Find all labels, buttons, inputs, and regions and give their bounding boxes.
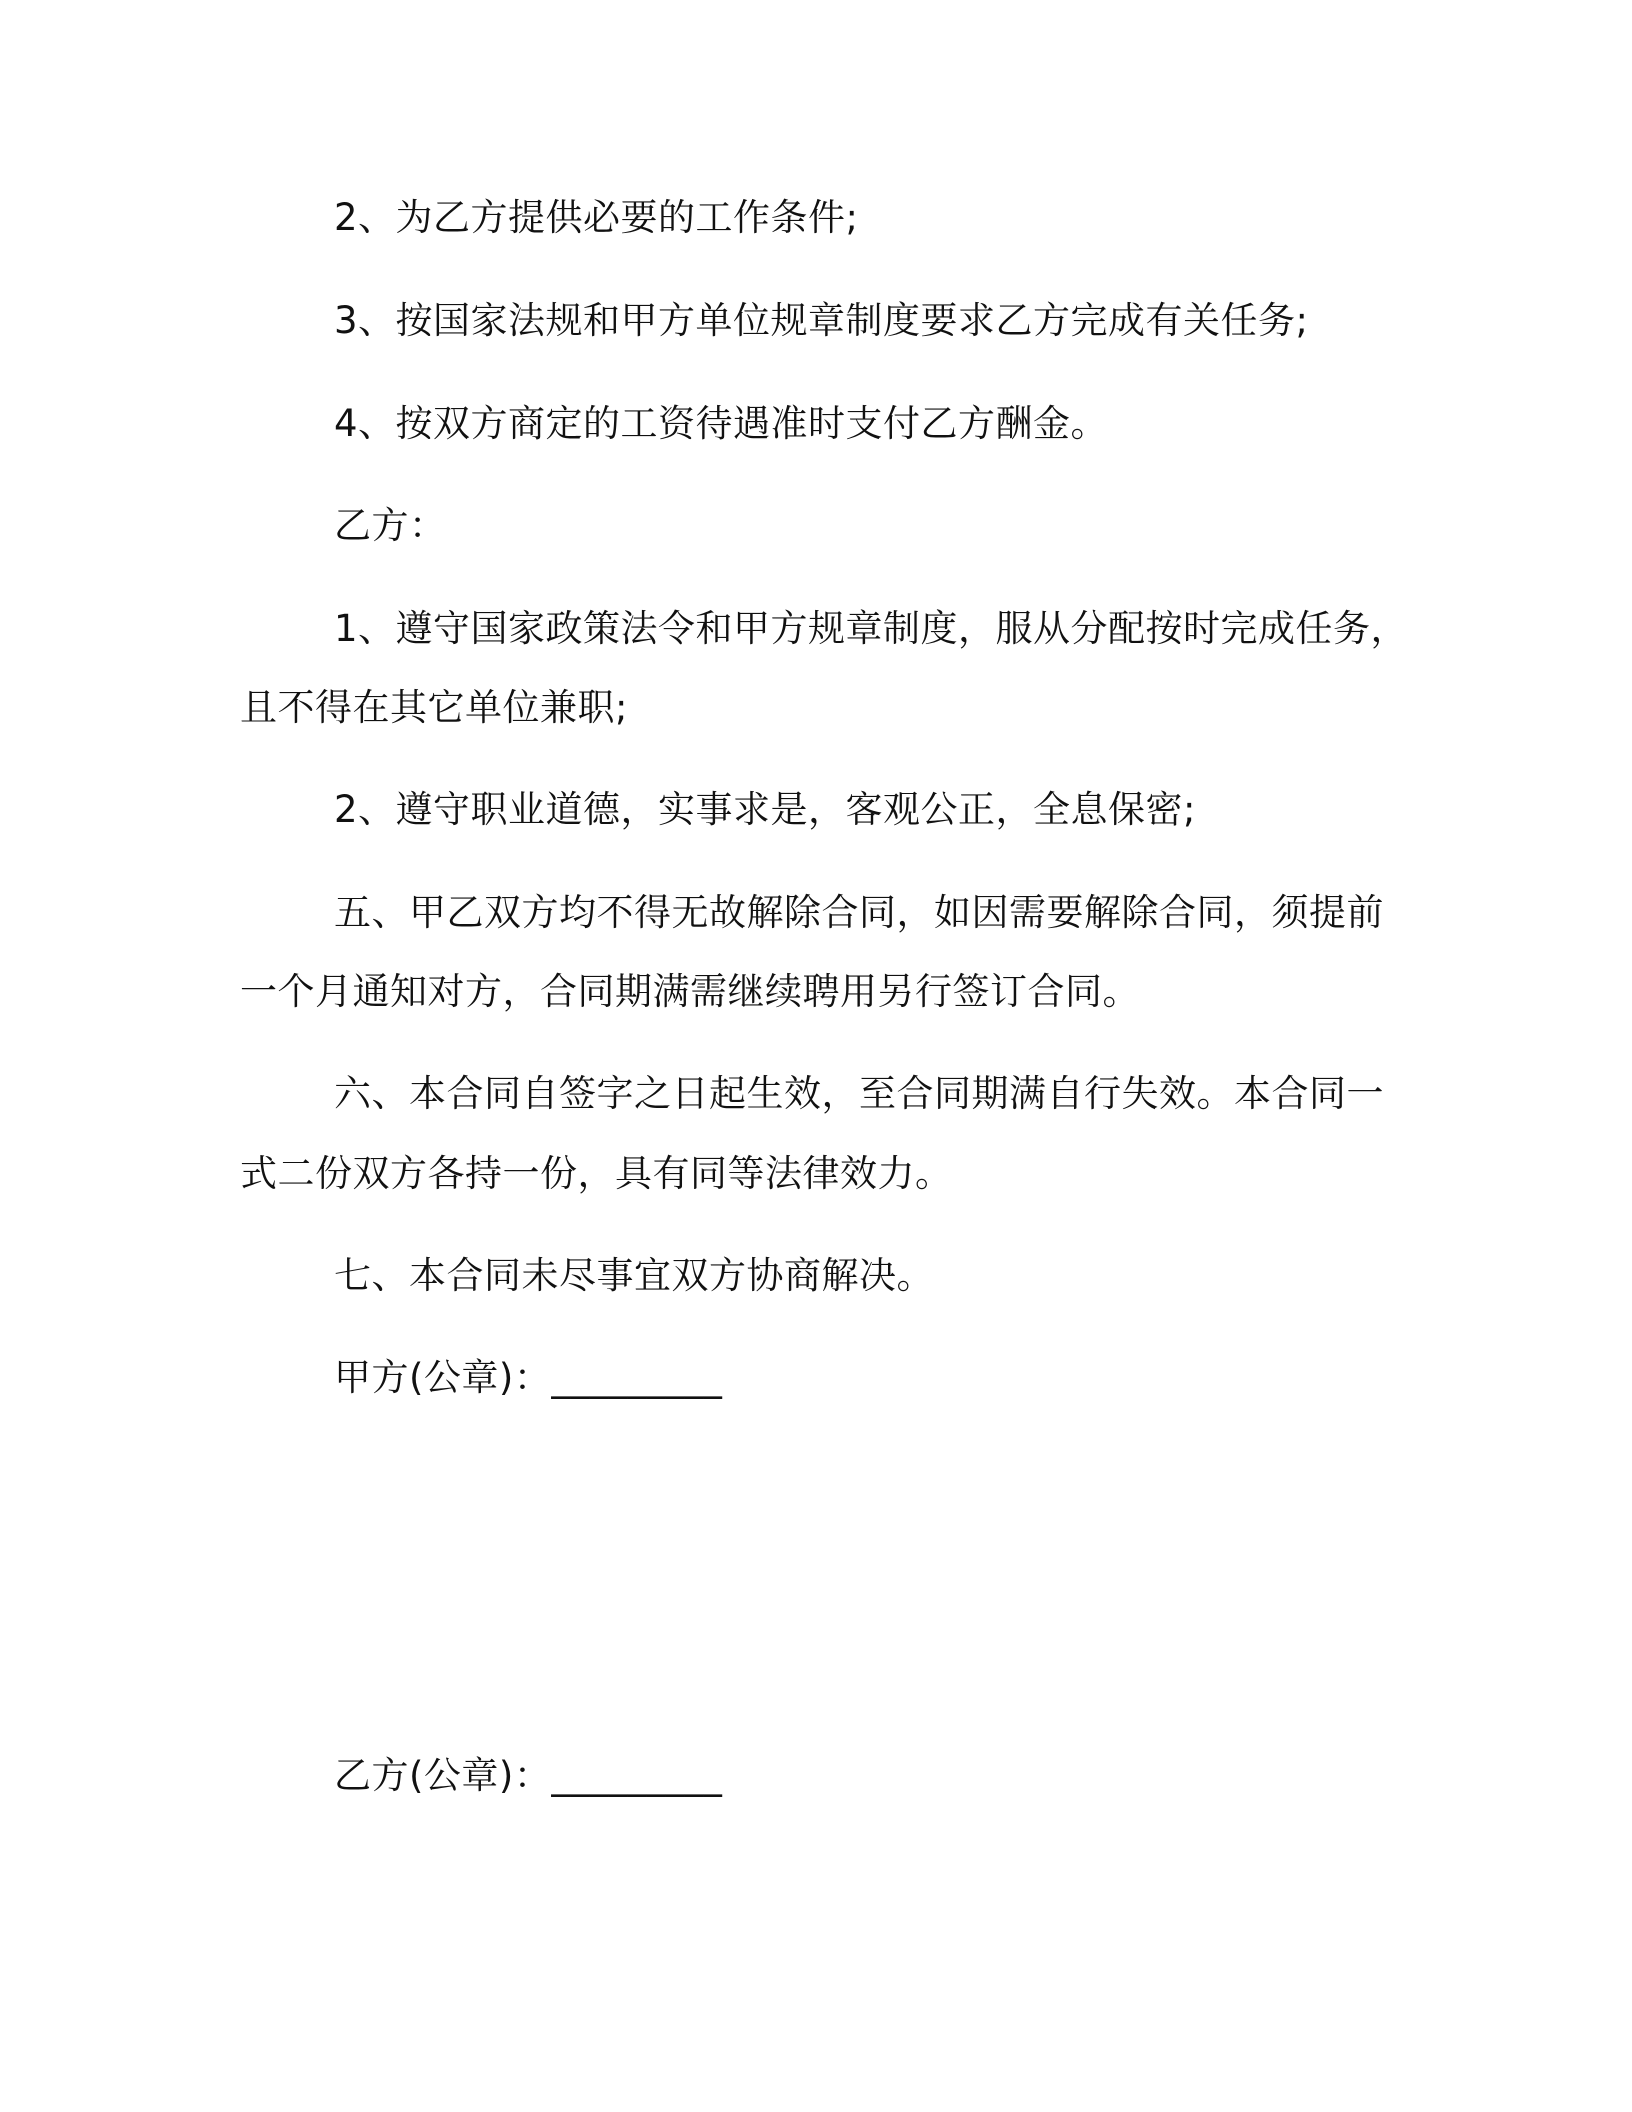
clause-seven: 七、本合同未尽事宜双方协商解决。: [334, 1254, 934, 1297]
clause-party-b-1-line2: 且不得在其它单位兼职;: [240, 686, 628, 729]
clause-five-line1: 五、甲乙双方均不得无故解除合同，如因需要解除合同，须提前: [334, 891, 1384, 934]
clause-party-a-2: 2、为乙方提供必要的工作条件;: [334, 196, 859, 239]
party-a-signature-line: 甲方(公章)：_________: [334, 1356, 723, 1399]
clause-five-line2: 一个月通知对方，合同期满需继续聘用另行签订合同。: [240, 970, 1140, 1013]
clause-six-line1: 六、本合同自签字之日起生效，至合同期满自行失效。本合同一: [334, 1072, 1384, 1115]
clause-party-a-4: 4、按双方商定的工资待遇准时支付乙方酬金。: [334, 402, 1109, 445]
party-b-signature-line: 乙方(公章)：_________: [334, 1754, 723, 1797]
clause-party-b-1-line1: 1、遵守国家政策法令和甲方规章制度，服从分配按时完成任务，: [334, 607, 1409, 650]
party-b-heading: 乙方：: [334, 504, 447, 547]
clause-party-a-3: 3、按国家法规和甲方单位规章制度要求乙方完成有关任务;: [334, 299, 1309, 342]
clause-party-b-2: 2、遵守职业道德，实事求是，客观公正，全息保密;: [334, 788, 1197, 831]
clause-six-line2: 式二份双方各持一份，具有同等法律效力。: [240, 1152, 953, 1195]
